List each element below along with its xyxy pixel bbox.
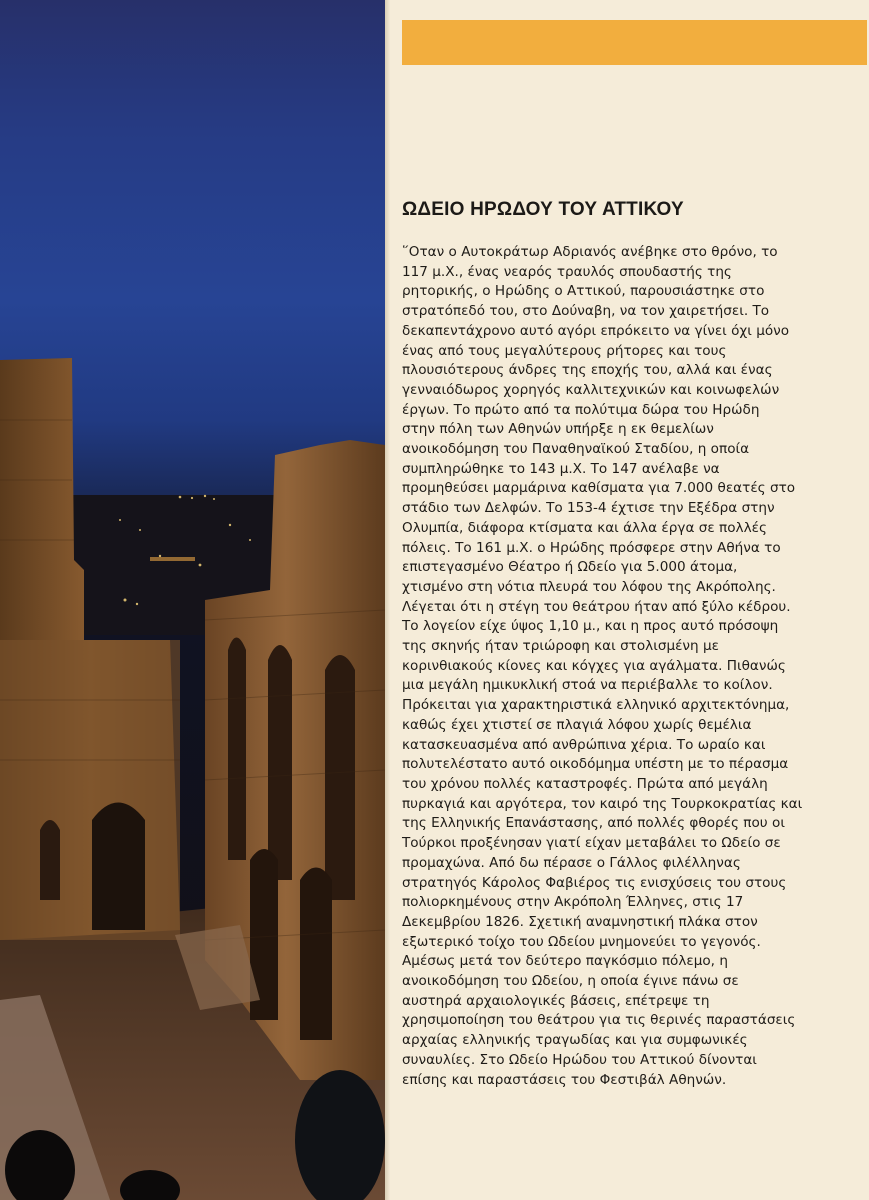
body-line: ῞Οταν ο Αυτοκράτωρ Αδριανός ανέβηκε στο θρόνο, το: [402, 244, 778, 260]
body-line: αρχαίας ελληνικής τραγωδίας και για συμφωνικές: [402, 1032, 748, 1049]
body-line: αυστηρά αρχαιολογικές βάσεις, επέτρεψε τη: [402, 992, 710, 1009]
body-line: της Ελληνικής Επανάστασης, από πολλές φθορές που οι: [402, 815, 785, 832]
body-line: μια μεγάλη ημικυκλική στοά να περιέβαλλε το κοίλον.: [402, 677, 773, 694]
article-title: ΩΔΕΙΟ ΗΡΩΔΟΥ ΤΟΥ ΑΤΤΙΚΟΥ: [402, 199, 684, 220]
body-line: στην πόλη των Αθηνών υπήρξε η εκ θεμελίων: [402, 421, 714, 438]
body-line: Λέγεται ότι η στέγη του θεάτρου ήταν από ξύλο κέδρου.: [402, 598, 791, 615]
body-line: συναυλίες. Στο Ωδείο Ηρώδου του Αττικού δίνονται: [402, 1051, 757, 1068]
body-line: γενναιόδωρος χορηγός καλλιτεχνικών και κοινωφελών: [402, 381, 780, 398]
body-line: πολιορκημένους στην Ακρόπολη Έλληνες, στις 17: [402, 894, 744, 911]
odeon-night-photo: [0, 0, 385, 1200]
body-line: χτισμένο στη νότια πλευρά του λόφου της Ακρόπολης.: [402, 578, 776, 595]
body-line: Ολυμπία, διάφορα κτίσματα και άλλα έργα σε πολλές: [402, 519, 767, 536]
body-line: πυρκαγιά και αργότερα, τον καιρό της Τουρκοκρατίας και: [402, 795, 803, 812]
odeon-photo-illustration: [0, 0, 385, 1200]
body-line: της σκηνής ήταν τριώροφη και στολισμένη με: [402, 638, 719, 655]
body-line: Πρόκειται για χαρακτηριστικά ελληνικό αρχιτεκτόνημα,: [402, 697, 790, 714]
body-line: Δεκεμβρίου 1826. Σχετική αναμνηστική πλάκα στον: [402, 913, 758, 930]
article-body: [402, 243, 862, 1090]
body-line: καθώς έχει χτιστεί σε πλαγιά λόφου χωρίς θεμέλια: [402, 716, 752, 733]
body-line: δεκαπεντάχρονο αυτό αγόρι επρόκειτο να γίνει όχι μόνο: [402, 322, 790, 339]
body-line: προμαχώνα. Από δω πέρασε ο Γάλλος φιλέλληνας: [402, 854, 741, 871]
body-line: πολυτελέστατο αυτό οικοδόμημα υπέστη με το πέρασμα: [402, 756, 789, 773]
body-line: συμπληρώθηκε το 143 μ.Χ. Το 147 ανέλαβε να: [402, 460, 720, 477]
body-line: στρατηγός Κάρολος Φαβιέρος τις ενισχύσεις του στους: [402, 874, 787, 891]
body-line: κορινθιακούς κίονες και κόγχες για αγάλματα. Πιθανώς: [402, 657, 786, 674]
body-line: στάδιο των Δελφών. Το 153-4 έχτισε την Εξέδρα στην: [402, 500, 775, 517]
body-line: ρητορικής, ο Ηρώδης ο Αττικού, παρουσιάστηκε στο: [402, 283, 765, 300]
body-line: Αμέσως μετά τον δεύτερο παγκόσμιο πόλεμο, η: [402, 953, 728, 970]
header-accent-bar: [402, 20, 867, 65]
body-line: ένας από τους μεγαλύτερους ρήτορες και τους: [402, 342, 727, 359]
body-line: επιστεγασμένο Θέατρο ή Ωδείο για 5.000 άτομα,: [402, 559, 738, 576]
body-line: χρησιμοποίηση του θεάτρου για τις θερινές παραστάσεις: [402, 1012, 796, 1029]
body-line: πόλεις. Το 161 μ.Χ. ο Ηρώδης πρόσφερε στην Αθήνα το: [402, 539, 781, 556]
body-line: προμηθεύσει μαρμάρινα καθίσματα για 7.000 θεατές στο: [402, 480, 796, 497]
body-line: ανοικοδόμηση του Παναθηναϊκού Σταδίου, η οποία: [402, 441, 750, 458]
body-line: έργων. Το πρώτο από τα πολύτιμα δώρα του Ηρώδη: [402, 401, 760, 418]
body-line: κατασκευασμένα από ανθρώπινα χέρια. Το ωραίο και: [402, 736, 766, 753]
body-line: εξωτερικό τοίχο του Ωδείου μνημονεύει το γεγονός.: [402, 933, 761, 950]
body-line: του χρόνου πολλές καταστροφές. Πρώτα από μεγάλη: [402, 775, 768, 792]
body-line: Το λογείον είχε ύψος 1,10 μ., και η προς αυτό πρόσοψη: [402, 618, 779, 635]
body-line: Τούρκοι προξένησαν γιατί είχαν μεταβάλει το Ωδείο σε: [402, 835, 781, 852]
body-line: επίσης και παραστάσεις του Φεστιβάλ Αθηνών.: [402, 1071, 727, 1088]
body-line: στρατόπεδό του, στο Δούναβη, να τον χαιρετήσει. Το: [402, 303, 770, 320]
body-line: 117 μ.Χ., ένας νεαρός τραυλός σπουδαστής της: [402, 263, 732, 280]
body-line: ανοικοδόμηση του Ωδείου, η οποία έγινε πάνω σε: [402, 973, 739, 990]
body-line: πλουσιότερους άνδρες της εποχής του, αλλά και ένας: [402, 362, 773, 379]
